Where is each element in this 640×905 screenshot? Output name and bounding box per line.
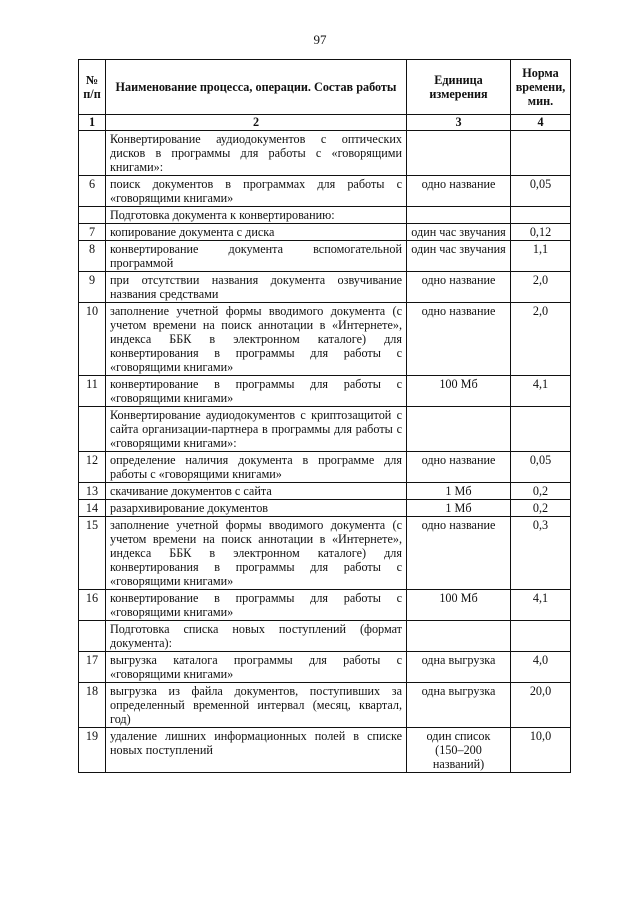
table-row [79,376,571,407]
time-norm: 20,0 [511,683,571,728]
header-unit: Единица измерения [407,60,511,115]
table-row [79,728,571,773]
unit-of-measure: одно название [407,517,511,590]
time-norm: 1,1 [511,241,571,272]
row-number: 9 [79,272,106,303]
column-index: 1 [79,115,106,131]
table-row [79,303,571,376]
table-row [79,176,571,207]
time-norm: 2,0 [511,303,571,376]
table-row [79,500,571,517]
unit-of-measure [407,207,511,224]
page-number: 97 [313,32,327,47]
column-index: 2 [106,115,407,131]
process-name: Конвертирование аудиодокументов с оптических дисков в программы для работы с «говорящими книгами»: [106,131,407,176]
table-row [79,241,571,272]
table-row [79,224,571,241]
table-body [79,131,571,773]
row-number: 6 [79,176,106,207]
process-name: Подготовка списка новых поступлений (формат документа): [106,621,407,652]
table-row [79,517,571,590]
process-name: Конвертирование аудиодокументов с криптозащитой с сайта организации-партнера в программы для работы с «говорящими книгами»: [106,407,407,452]
table-row [79,483,571,500]
table-row [79,272,571,303]
header-name: Наименование процесса, операции. Состав работы [106,60,407,115]
unit-of-measure: 100 Мб [407,590,511,621]
row-number: 8 [79,241,106,272]
row-number: 13 [79,483,106,500]
time-norm: 4,1 [511,590,571,621]
table-row [79,207,571,224]
process-name: выгрузка каталога программы для работы с «говорящими книгами» [106,652,407,683]
time-norm: 2,0 [511,272,571,303]
unit-of-measure: одно название [407,452,511,483]
row-number [79,131,106,176]
unit-of-measure: одно название [407,303,511,376]
unit-of-measure: 1 Мб [407,500,511,517]
process-name: копирование документа с диска [106,224,407,241]
row-number: 17 [79,652,106,683]
process-name: конвертирование в программы для работы с «говорящими книгами» [106,376,407,407]
header-norm: Норма времени, мин. [511,60,571,115]
row-number: 12 [79,452,106,483]
time-norm [511,131,571,176]
process-name: скачивание документов с сайта [106,483,407,500]
time-norm: 0,12 [511,224,571,241]
unit-of-measure: 1 Мб [407,483,511,500]
process-name: заполнение учетной формы вводимого документа (с учетом времени на поиск аннотации в «Интернете», индекса ББК в электронном каталоге) для конвертирования в программы для работы с «говорящими книгами» [106,303,407,376]
time-norm: 0,2 [511,483,571,500]
process-name: конвертирование в программы для работы с «говорящими книгами» [106,590,407,621]
table-row [79,452,571,483]
table-header-row [79,60,571,115]
time-norm: 10,0 [511,728,571,773]
unit-of-measure [407,131,511,176]
process-name: выгрузка из файла документов, поступивших за определенный временной интервал (месяц, квартал, год) [106,683,407,728]
unit-of-measure [407,621,511,652]
time-norm [511,207,571,224]
process-name: Подготовка документа к конвертированию: [106,207,407,224]
unit-of-measure: одно название [407,272,511,303]
table-row [79,683,571,728]
time-norms-table [78,59,571,773]
process-name: удаление лишних информационных полей в списке новых поступлений [106,728,407,773]
row-number: 19 [79,728,106,773]
table-row [79,131,571,176]
column-index: 4 [511,115,571,131]
unit-of-measure: один час звучания [407,224,511,241]
time-norm: 0,05 [511,176,571,207]
unit-of-measure: один час звучания [407,241,511,272]
time-norm [511,407,571,452]
time-norm: 0,05 [511,452,571,483]
table-row [79,652,571,683]
row-number: 16 [79,590,106,621]
process-name: поиск документов в программах для работы с «говорящими книгами» [106,176,407,207]
table-row [79,621,571,652]
table-row [79,590,571,621]
table-row [79,407,571,452]
unit-of-measure: один список (150–200 названий) [407,728,511,773]
row-number: 11 [79,376,106,407]
column-index: 3 [407,115,511,131]
header-num: № п/п [79,60,106,115]
time-norm: 4,1 [511,376,571,407]
unit-of-measure: одна выгрузка [407,683,511,728]
row-number: 14 [79,500,106,517]
row-number: 10 [79,303,106,376]
row-number: 7 [79,224,106,241]
row-number: 15 [79,517,106,590]
unit-of-measure [407,407,511,452]
row-number [79,621,106,652]
process-name: при отсутствии названия документа озвучивание названия средствами [106,272,407,303]
process-name: заполнение учетной формы вводимого документа (с учетом времени на поиск аннотации в «Интернете», индекса ББК в электронном каталоге) для конвертирования в программы для работы с «говорящими книгами» [106,517,407,590]
unit-of-measure: одна выгрузка [407,652,511,683]
process-name: конвертирование документа вспомогательной программой [106,241,407,272]
process-name: определение наличия документа в программе для работы с «говорящими книгами» [106,452,407,483]
time-norm: 0,3 [511,517,571,590]
row-number [79,207,106,224]
unit-of-measure: 100 Мб [407,376,511,407]
row-number [79,407,106,452]
process-name: разархивирование документов [106,500,407,517]
column-index-row [79,115,571,131]
row-number: 18 [79,683,106,728]
unit-of-measure: одно название [407,176,511,207]
time-norm: 4,0 [511,652,571,683]
time-norm: 0,2 [511,500,571,517]
time-norm [511,621,571,652]
